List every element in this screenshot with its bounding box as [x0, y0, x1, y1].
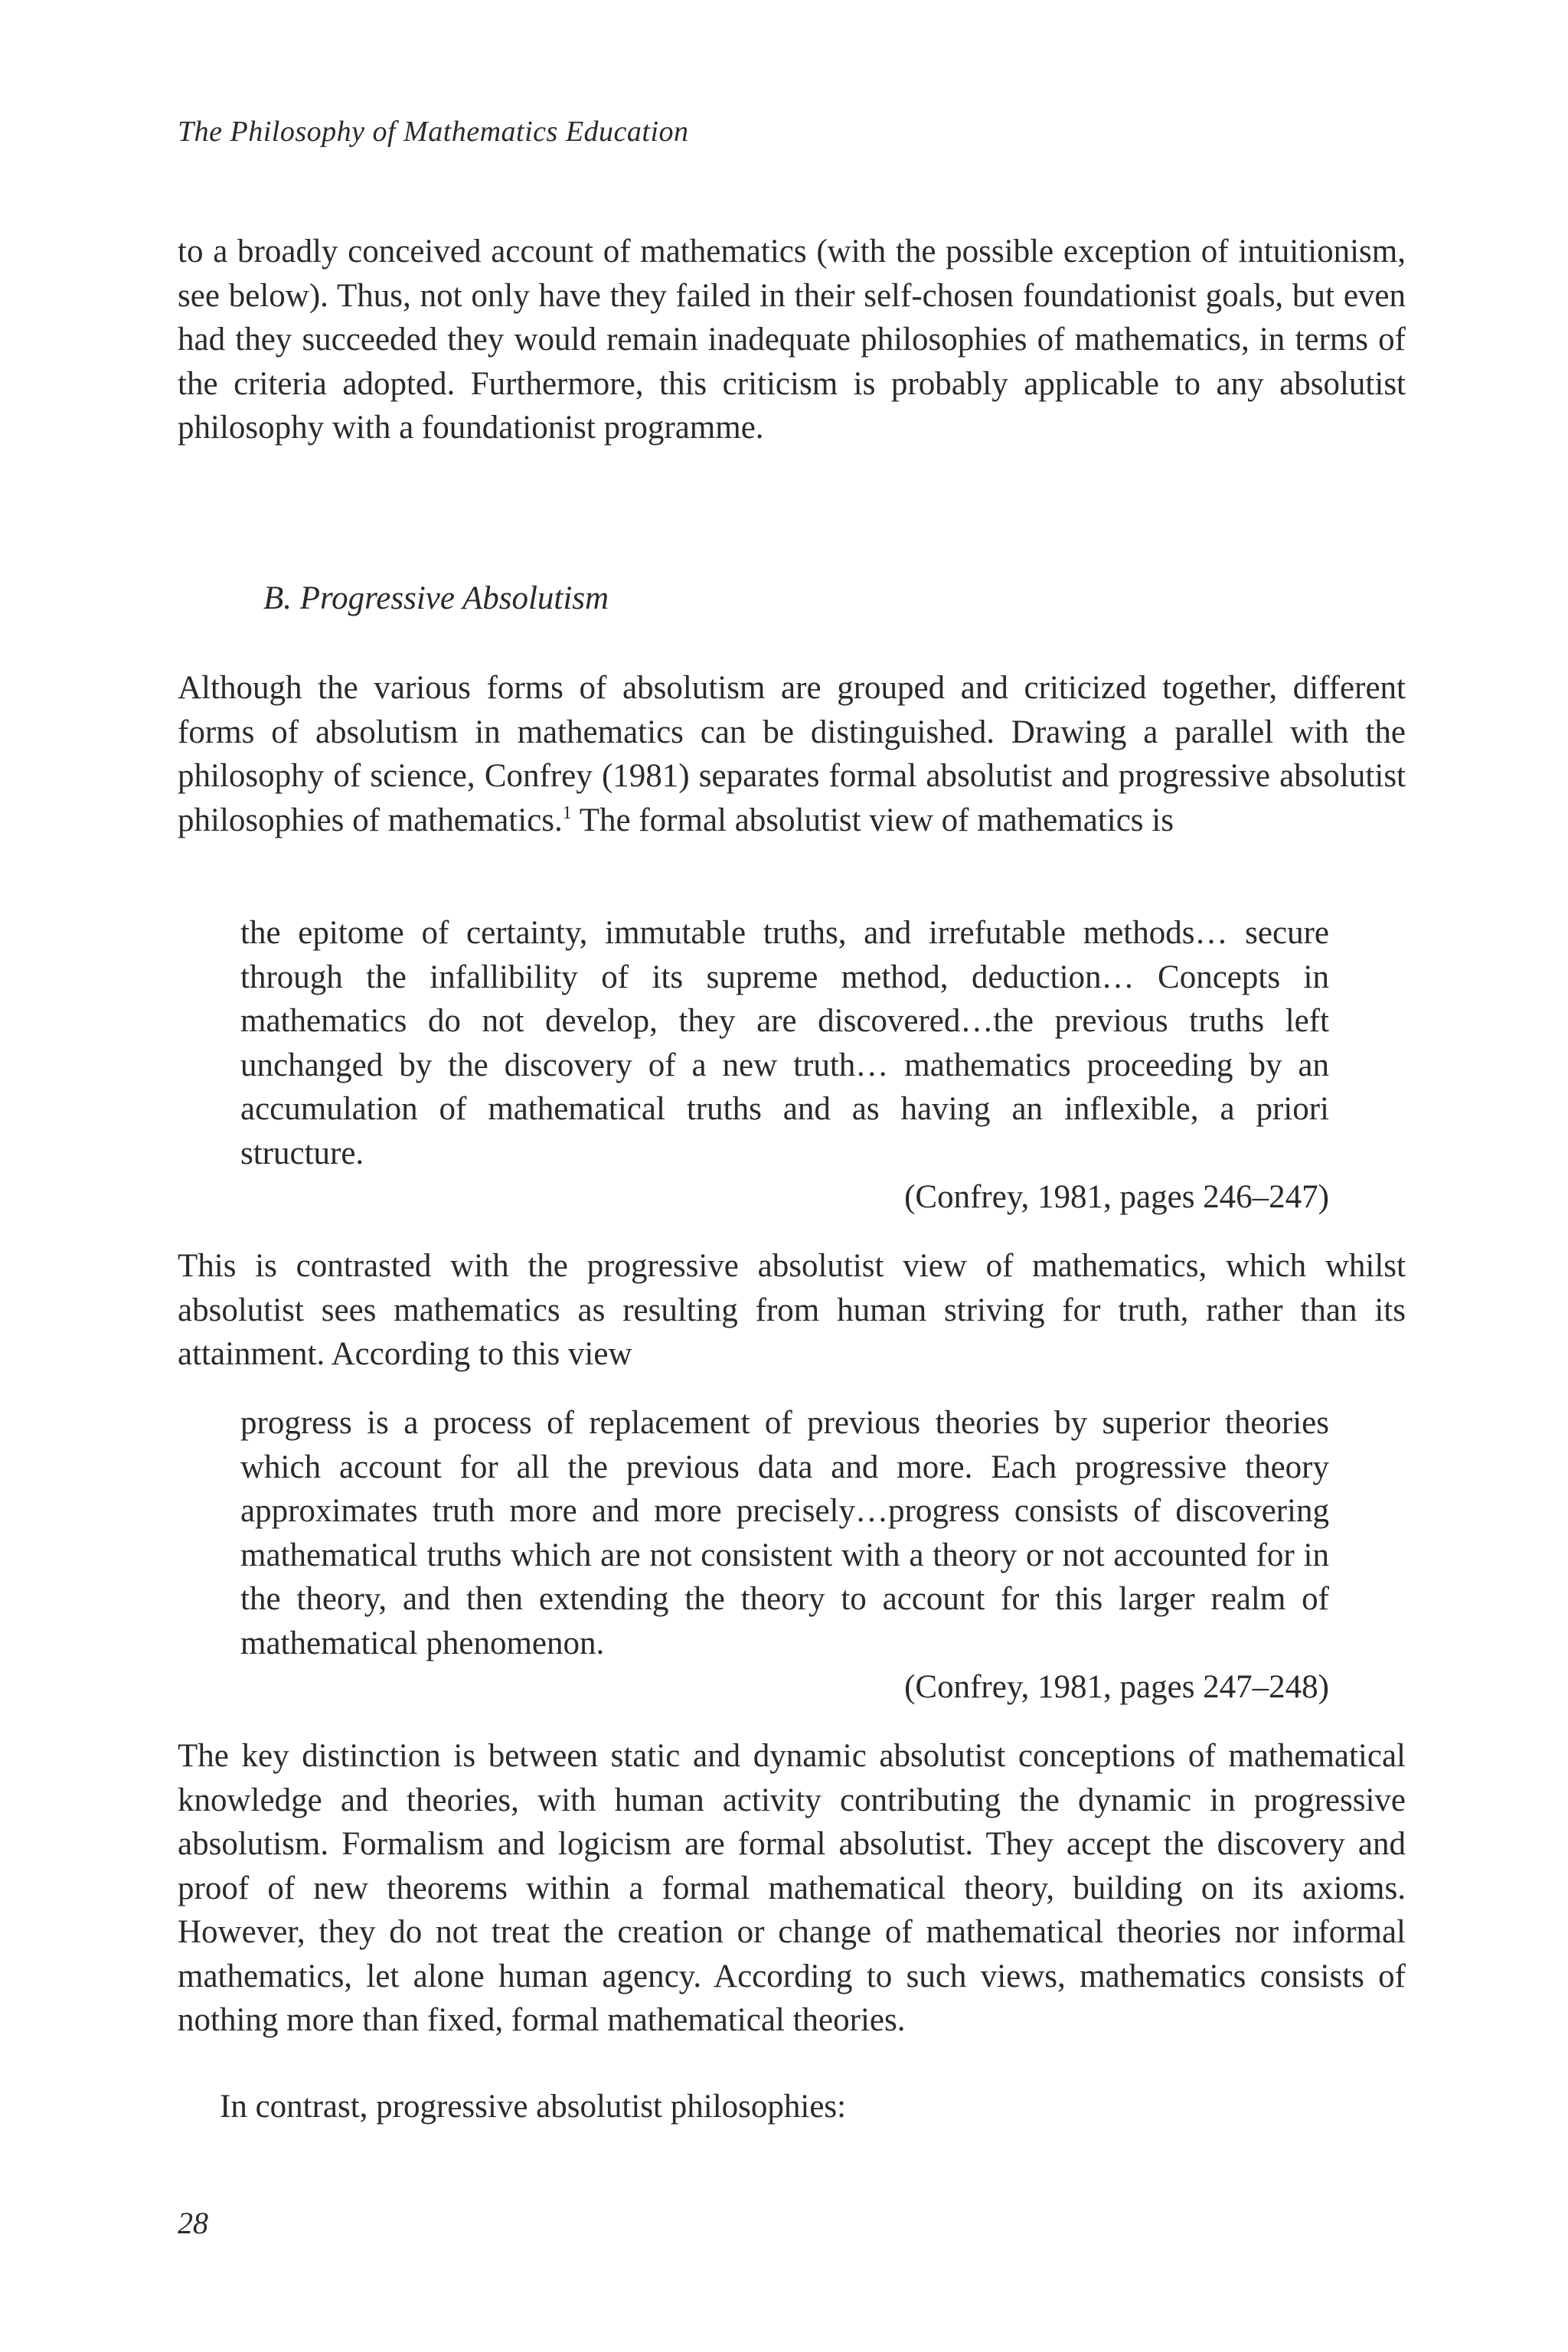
page-number: 28 — [178, 2206, 208, 2240]
citation-1: (Confrey, 1981, pages 246–247) — [904, 1179, 1329, 1215]
footnote-marker: 1 — [562, 802, 572, 823]
paragraph-2-text: Although the various forms of absolutism are grouped and criticized together, different forms of absolutism in mathematics can be distinguished. Drawing a parallel with the philosophy of science, Confrey (1981) separates formal absolutist and progressive absolutist philosophies of mathematics. — [178, 670, 1406, 838]
section-heading: B. Progressive Absolutism — [263, 580, 609, 616]
paragraph-5: In contrast, progressive absolutist philosophies: — [220, 2089, 847, 2125]
paragraph-3: This is contrasted with the progressive absolutist view of mathematics, which whilst absolutist sees mathematics as resulting from human striving for truth, rather than its attainment. According to this view — [178, 1248, 1406, 1372]
running-head: The Philosophy of Mathematics Education — [178, 116, 689, 148]
paragraph-4: The key distinction is between static and dynamic absolutist conceptions of mathematical knowledge and theories, with human activity contributing the dynamic in progressive absolutism. Formalism and logicism are formal absolutist. They accept the discovery and proof of new theorems within a formal mathematical theory, building on its axioms. However, they do not treat the creation or change of mathematical theories nor informal mathematics, let alone human agency. According to such views, mathematics consists of nothing more than fixed, formal mathematical theories. — [178, 1738, 1406, 2038]
paragraph-1: to a broadly conceived account of mathematics (with the possible exception of intuitionism, see below). Thus, not only have they failed in their self-chosen foundationist goals, but even had they succeeded they would remain inadequate philosophies of mathematics, in terms of the criteria adopted. Furthermore, this criticism is probably applicable to any absolutist philosophy with a foundationist programme. — [178, 234, 1406, 446]
block-quote-1: the epitome of certainty, immutable truths, and irrefutable methods… secure through the infallibility of its supreme method, deduction… Concepts in mathematics do not develop, they are discovered…the previous truths left unchanged by the discovery of a new truth… mathematics proceeding by an accumulation of mathematical truths and as having an inflexible, a priori structure. — [240, 915, 1329, 1171]
paragraph-2-continuation: The formal absolutist view of mathematics is — [571, 802, 1174, 838]
citation-2: (Confrey, 1981, pages 247–248) — [904, 1669, 1329, 1705]
paragraph-2 — [178, 666, 1406, 842]
block-quote-2: progress is a process of replacement of previous theories by superior theories which account for all the previous data and more. Each progressive theory approximates truth more and more precisely…progress consists of discovering mathematical truths which are not consistent with a theory or not accounted for in the theory, and then extending the theory to account for this larger realm of mathematical phenomenon. — [240, 1405, 1329, 1661]
